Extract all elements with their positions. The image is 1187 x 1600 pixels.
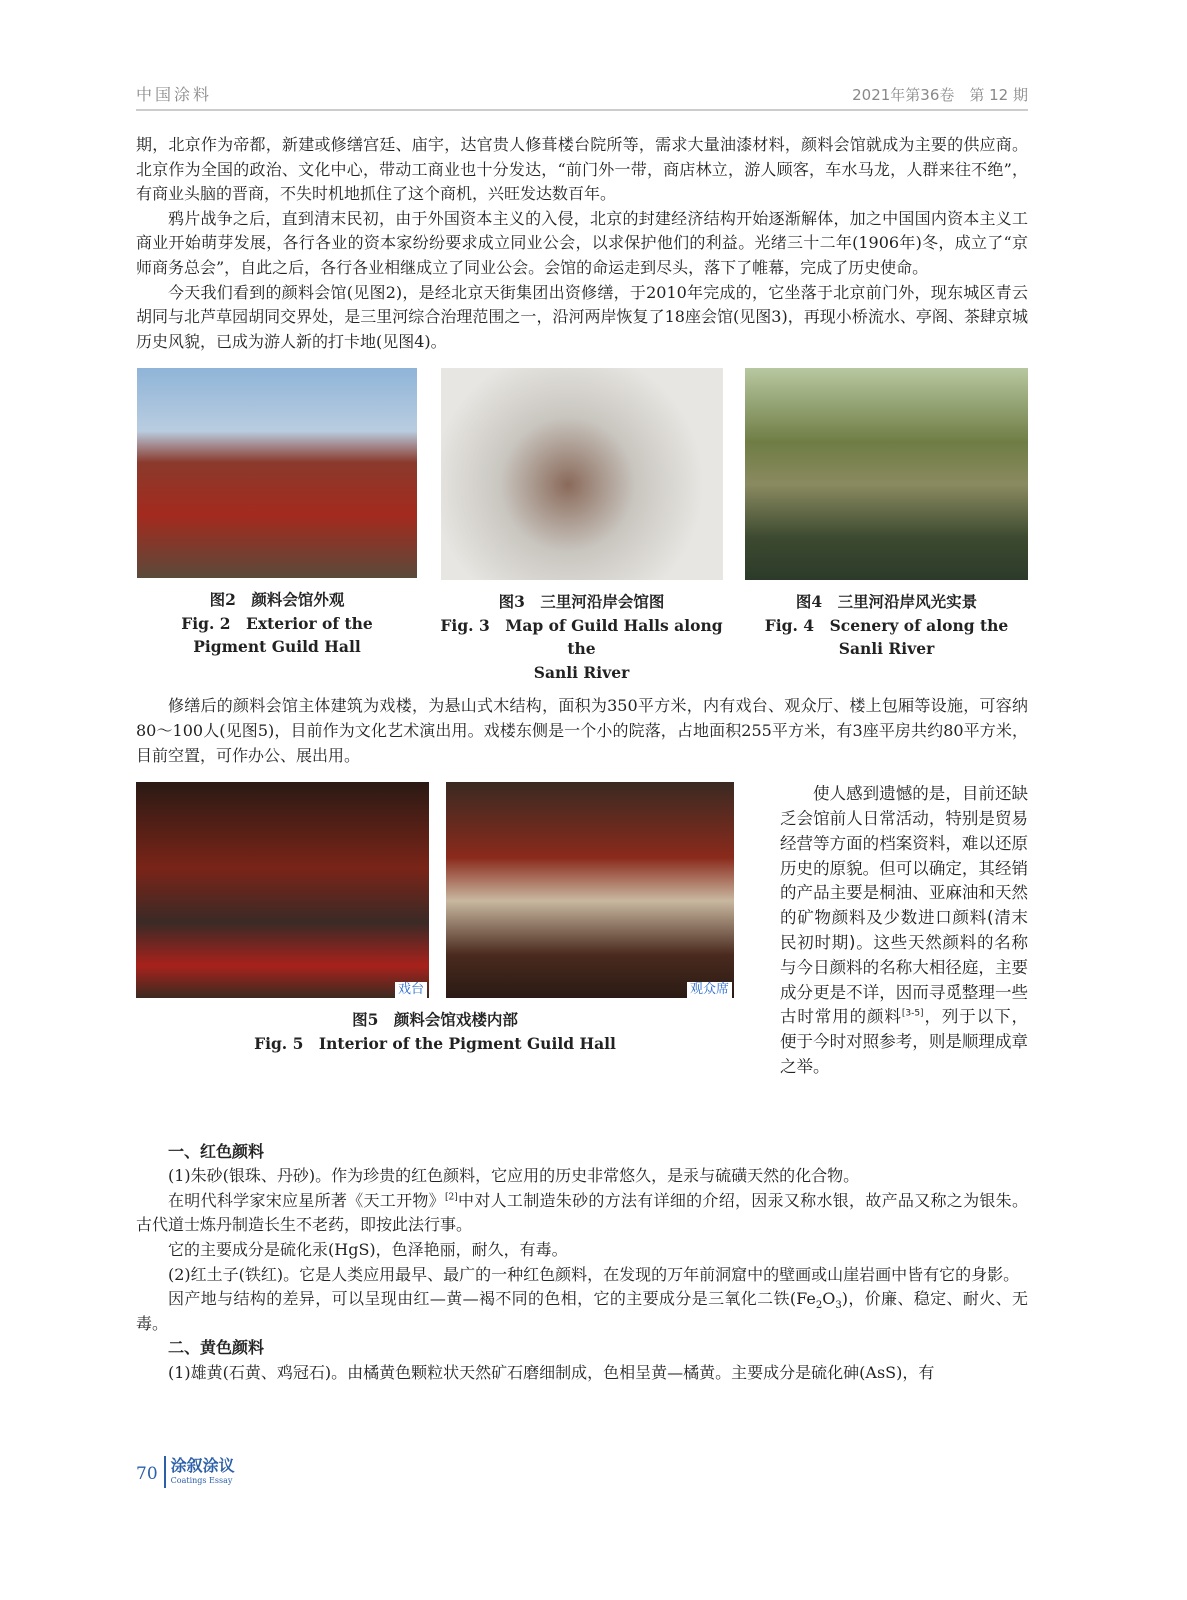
column-title: 涂叙涂议	[170, 1455, 235, 1475]
journal-name: 中国涂料	[136, 85, 213, 104]
side-paragraph	[780, 782, 1028, 1080]
figure-2	[136, 368, 418, 684]
figure-4-caption	[765, 590, 1008, 661]
caption-cn: 图3 三里河沿岸会馆图	[498, 592, 665, 612]
figure-3-caption	[437, 590, 727, 684]
figure-5-photos	[136, 782, 734, 998]
paragraph: 它的主要成分是硫化汞(HgS)，色泽艳丽，耐久，有毒。	[168, 1240, 568, 1260]
column-subtitle: Coatings Essay	[170, 1475, 233, 1485]
paragraph: (2)红土子(铁红)。它是人类应用最早、最广的一种红色颜料，在发现的万年前洞窟中的壁画或山崖岩画中皆有它的身影。	[168, 1264, 1020, 1284]
paragraph: 修缮后的颜料会馆主体建筑为戏楼，为悬山式木结构，面积为350平方米，内有戏台、观众厅、楼上包厢等设施，可容纳80～100人(见图5)，目前作为文化艺术演出用。戏楼东侧是一个小的院落，占地面积255平方米，有3座平房共约80平方米，目前空置，可作办公、展出用。	[136, 696, 1028, 765]
caption-cn: 图4 三里河沿岸风光实景	[795, 592, 978, 612]
audience-label: 观众席	[687, 982, 732, 998]
figure-5	[136, 782, 734, 1055]
caption-en: Fig. 5 Interior of the Pigment Guild Hall	[254, 1033, 616, 1053]
photo-audience-seats	[446, 782, 734, 998]
citation: [3-5]	[901, 1008, 924, 1019]
text: 在明代科学家宋应星所著《天工开物》	[168, 1190, 445, 1210]
stage-label: 戏台	[395, 982, 427, 998]
caption-en: Pigment Guild Hall	[193, 637, 361, 657]
text: O	[822, 1289, 836, 1309]
photo-guild-map	[441, 368, 723, 580]
paragraph: (1)朱砂(银珠、丹砂)。作为珍贵的红色颜料，它应用的历史非常悠久，是汞与硫磺天然的化合物。	[168, 1166, 860, 1186]
page-footer	[136, 1456, 1028, 1488]
text: 中对人工制造朱砂的方法有详细的介绍，因汞又称水银，故产品又称之为银朱。古代道士炼丹制造长生不老药，即按此法行事。	[136, 1190, 1028, 1235]
paragraph: 鸦片战争之后，直到清末民初，由于外国资本主义的入侵，北京的封建经济结构开始逐渐解体，加之中国国内资本主义工商业开始萌芽发展，各行各业的资本家纷纷要求成立同业公会，以求保护他们的利益。光绪三十二年(1906年)冬，成立了“京师商务总会”，自此之后，各行各业相继成立了同业公会。会馆的命运走到尽头，落下了帷幕，完成了历史使命。	[136, 208, 1028, 277]
caption-cn: 图2 颜料会馆外观	[209, 590, 345, 610]
caption-en: Fig. 2 Exterior of the	[181, 613, 373, 633]
text: ，列于以下，便于今时对照参考，则是顺理成章之举。	[780, 1007, 1029, 1076]
caption-en: Fig. 3 Map of Guild Halls along the	[440, 615, 723, 659]
caption-en: Sanli River	[838, 639, 935, 659]
paragraph: 期，北京作为帝都，新建或修缮宫廷、庙宇，达官贵人修葺楼台院所等，需求大量油漆材料，颜料会馆就成为主要的供应商。北京作为全国的政治、文化中心，带动工商业也十分发达，“前门外一带，商店林立，游人顾客，车水马龙，人群来往不绝”，有商业头脑的晋商，不失时机地抓住了这个商机，兴旺发达数百年。	[136, 135, 1028, 204]
text: )，价廉、稳定、耐火、无毒。	[136, 1289, 1028, 1333]
body-text-top	[136, 133, 1028, 354]
figure-3	[437, 368, 727, 684]
citation: [2]	[444, 1192, 458, 1203]
figure-5-caption	[254, 1008, 616, 1055]
caption-en: Sanli River	[533, 662, 630, 682]
section-heading: 二、黄色颜料	[168, 1338, 265, 1358]
subscript: 3	[835, 1300, 842, 1312]
paragraph	[136, 1189, 1028, 1238]
photo-stage	[136, 782, 429, 998]
page-number: 70	[136, 1463, 158, 1484]
footer-divider	[164, 1456, 166, 1488]
paragraph: (1)雄黄(石黄、鸡冠石)。由橘黄色颗粒状天然矿石磨细制成，色相呈黄—橘黄。主要成分是硫化砷(AsS)，有	[168, 1363, 935, 1383]
caption-cn: 图5 颜料会馆戏楼内部	[352, 1010, 518, 1030]
section-red-pigments	[136, 1140, 1028, 1386]
subscript: 2	[815, 1300, 823, 1312]
section-heading: 一、红色颜料	[168, 1141, 265, 1161]
photo-guild-hall-exterior	[137, 368, 417, 578]
text: 因产地与结构的差异，可以呈现由红—黄—褐不同的色相，它的主要成分是三氧化二铁(Fe	[168, 1289, 816, 1309]
paragraph	[136, 1287, 1028, 1336]
figure-2-caption	[181, 588, 373, 659]
paragraph: 今天我们看到的颜料会馆(见图2)，是经北京天街集团出资修缮，于2010年完成的，它坐落于北京前门外，现东城区青云胡同与北芦草园胡同交界处，是三里河综合治理范围之一，沿河两岸恢复了18座会馆(见图3)，再现小桥流水、亭阁、茶肆京城历史风貌，已成为游人新的打卡地(见图4)。	[136, 282, 1028, 351]
figure-row	[136, 368, 1028, 684]
column-label	[171, 1456, 235, 1486]
figure-4	[745, 368, 1028, 684]
caption-en: Fig. 4 Scenery of along the	[764, 615, 1009, 635]
page-header	[136, 82, 1028, 111]
figure-5-row	[136, 782, 1028, 1080]
text: 使人感到遗憾的是，目前还缺乏会馆前人日常活动，特别是贸易经营等方面的档案资料，难以还原历史的原貌。但可以确定，其经销的产品主要是桐油、亚麻油和天然的矿物颜料及少数进口颜料(清末民初时期)。这些天然颜料的名称与今日颜料的名称大相径庭，主要成分更是不详，因而寻觅整理一些古时常用的颜料	[780, 784, 1028, 1027]
photo-river-scenery	[745, 368, 1028, 580]
issue-info: 2021年第36卷 第 12 期	[852, 86, 1028, 104]
